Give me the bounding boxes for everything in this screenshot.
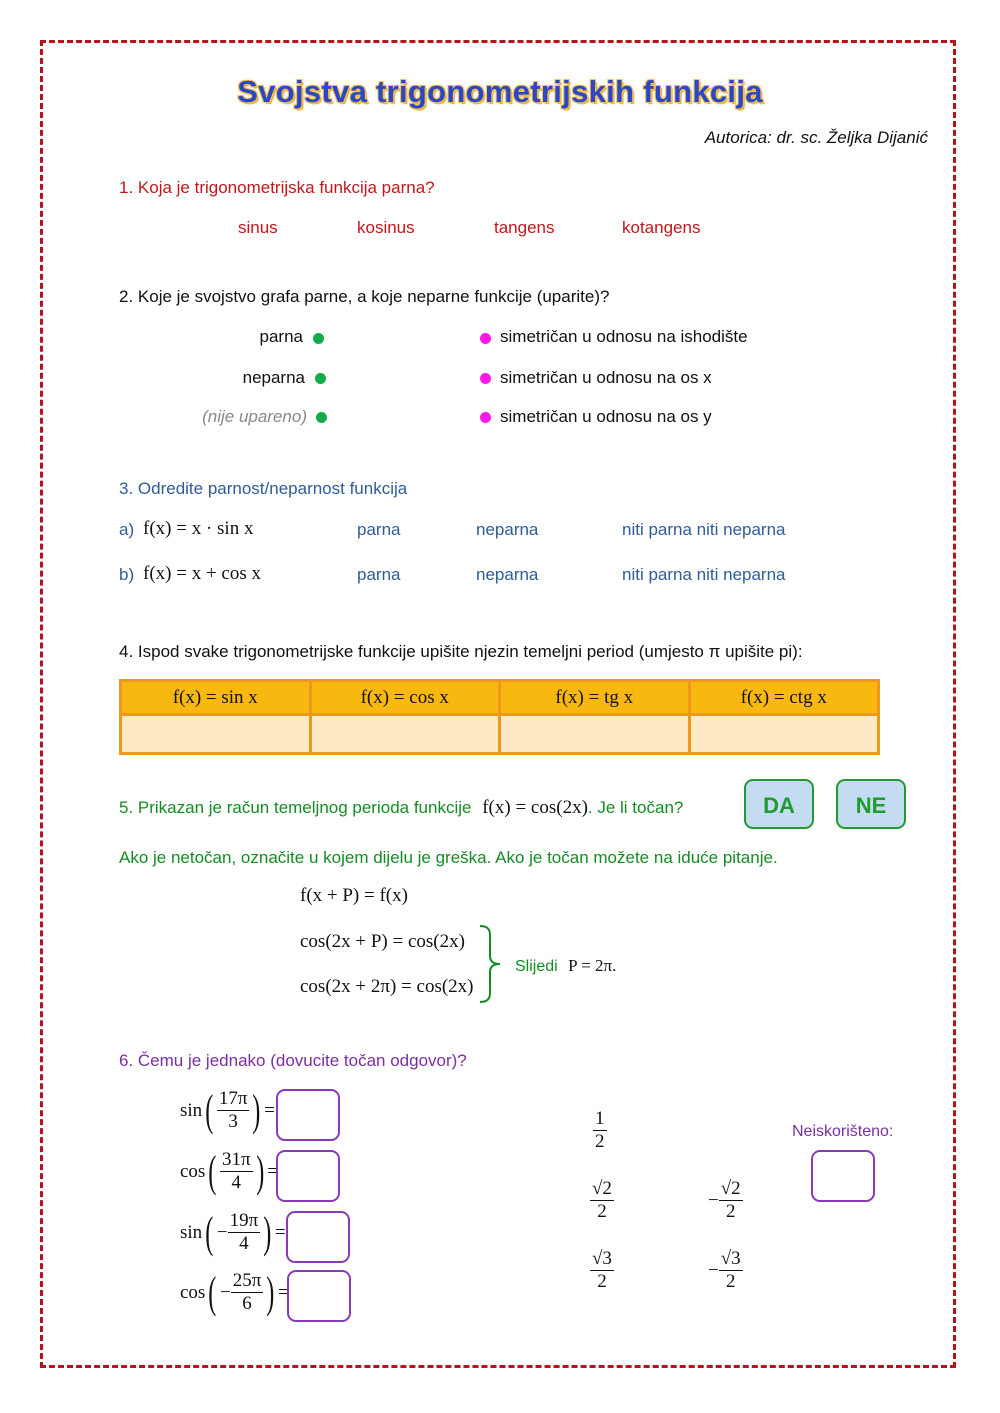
q2-right-dot[interactable] — [480, 373, 491, 384]
ne-button[interactable]: NE — [836, 779, 906, 829]
q6-unused-label: Neiskorišteno: — [792, 1123, 894, 1140]
q1-question: 1. Koja je trigonometrijska funkcija parna? — [119, 178, 435, 197]
q1-option-kotangens[interactable]: kotangens — [622, 218, 701, 237]
period-header-cos: f(x) = cos x — [310, 681, 500, 715]
q5-question-start: 5. Prikazan je račun temeljnog perioda funkcije — [119, 798, 472, 817]
q2-right-dot[interactable] — [480, 412, 491, 423]
q2-question: 2. Koje je svojstvo grafa parne, a koje neparne funkcije (uparite)? — [119, 287, 610, 306]
q3-a-option-niti[interactable]: niti parna niti neparna — [622, 520, 786, 539]
q2-right-origin[interactable]: simetričan u odnosu na ishodište — [500, 327, 748, 346]
q6-answer-tile[interactable]: $\frac{1}{2}$ — [595, 1108, 605, 1152]
q5-step-2[interactable]: cos(2x + P) = cos(2x) — [300, 931, 465, 952]
q3-item-a-label: a) — [119, 520, 135, 539]
q5-instruction: Ako je netočan, označite u kojem dijelu je greška. Ako je točan možete na iduće pitanje. — [119, 848, 778, 867]
q1-option-kosinus[interactable]: kosinus — [357, 218, 415, 237]
q6-answer-tile[interactable]: $\frac{√2}{2}$ — [592, 1178, 612, 1222]
q6-drop-box[interactable] — [286, 1211, 350, 1263]
q6-expression: sin( $\frac{17\pi}{3}$ ) = — [180, 1085, 275, 1135]
q5-step-3[interactable]: cos(2x + 2π) = cos(2x) — [300, 976, 474, 997]
q5-conclusion[interactable] — [515, 956, 616, 976]
q6-answer-tile[interactable]: $\frac{√3}{2}$ — [592, 1248, 612, 1292]
q3-a-option-parna[interactable]: parna — [357, 520, 401, 539]
q2-left-parna[interactable]: parna — [259, 327, 303, 346]
q5-question — [119, 797, 683, 819]
q6-answer-tile[interactable]: − $\frac{√3}{2}$ — [708, 1248, 741, 1292]
q2-left-neparna[interactable]: neparna — [242, 368, 305, 387]
q6-expression: cos( $\frac{31\pi}{4}$ ) = — [180, 1146, 278, 1196]
q2-left-dot[interactable] — [313, 333, 324, 344]
q6-expression: cos( − $\frac{25\pi}{6}$ ) = — [180, 1267, 289, 1317]
curly-brace — [476, 924, 506, 1004]
q2-left-unmatched[interactable]: (nije upareno) — [202, 407, 307, 426]
period-input-ctg[interactable] — [689, 715, 879, 754]
q3-b-option-niti[interactable]: niti parna niti neparna — [622, 565, 786, 584]
q2-right-x-axis[interactable]: simetričan u odnosu na os x — [500, 368, 712, 387]
q6-question: 6. Čemu je jednako (dovucite točan odgovor)? — [119, 1051, 467, 1070]
q6-answer-tile[interactable]: − $\frac{√2}{2}$ — [708, 1178, 741, 1222]
period-header-tg: f(x) = tg x — [500, 681, 690, 715]
period-input-cos[interactable] — [310, 715, 500, 754]
period-header-sin: f(x) = sin x — [121, 681, 311, 715]
q2-right-y-axis[interactable]: simetričan u odnosu na os y — [500, 407, 712, 426]
q1-option-sinus[interactable]: sinus — [238, 218, 278, 237]
q6-unused-box[interactable] — [811, 1150, 875, 1202]
q6-drop-box[interactable] — [287, 1270, 351, 1322]
q6-drop-box[interactable] — [276, 1089, 340, 1141]
q2-right-dot[interactable] — [480, 333, 491, 344]
da-button[interactable]: DA — [744, 779, 814, 829]
q3-b-option-neparna[interactable]: neparna — [476, 565, 539, 584]
author: Autorica: dr. sc. Željka Dijanić — [704, 128, 928, 147]
q5-step-1[interactable]: f(x + P) = f(x) — [300, 885, 408, 906]
q6-expression: sin( − $\frac{19\pi}{4}$ ) = — [180, 1207, 286, 1257]
q2-left-dot[interactable] — [316, 412, 327, 423]
period-input-sin[interactable] — [121, 715, 311, 754]
period-table — [119, 679, 880, 755]
q5-function: f(x) = cos(2x) — [482, 797, 588, 818]
page-title: Svojstva trigonometrijskih funkcija — [237, 74, 763, 109]
q3-item-b-formula: f(x) = x + cos x — [143, 563, 261, 584]
q5-question-end: . Je li točan? — [587, 798, 684, 817]
q3-a-option-neparna[interactable]: neparna — [476, 520, 539, 539]
q3-question: 3. Odredite parnost/neparnost funkcija — [119, 479, 408, 498]
q4-question: 4. Ispod svake trigonometrijske funkcije upišite njezin temeljni period (umjesto π upišite pi): — [119, 642, 803, 661]
period-input-tg[interactable] — [500, 715, 690, 754]
q3-b-option-parna[interactable]: parna — [357, 565, 401, 584]
q3-item-b-label: b) — [119, 565, 135, 584]
q5-conclusion-text: Slijedi — [515, 958, 558, 975]
q3-item-a-formula: f(x) = x · sin x — [143, 518, 254, 539]
q2-left-dot[interactable] — [315, 373, 326, 384]
q6-drop-box[interactable] — [276, 1150, 340, 1202]
q1-option-tangens[interactable]: tangens — [494, 218, 555, 237]
period-header-ctg: f(x) = ctg x — [689, 681, 879, 715]
q5-conclusion-math: P = 2π. — [568, 956, 617, 975]
